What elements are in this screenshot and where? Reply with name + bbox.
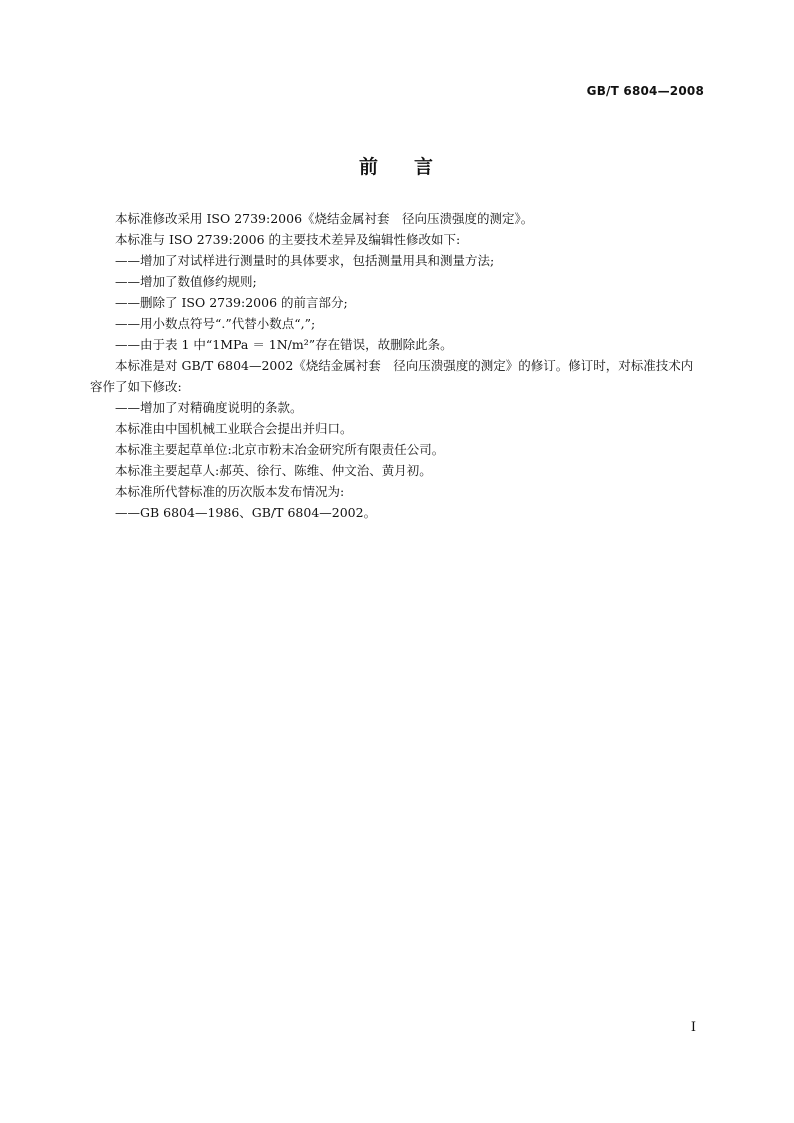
paragraph: 本标准是对 GB/T 6804—2002《烧结金属衬套 径向压溃强度的测定》的修订。修订时，对标准技术内容作了如下修改: <box>90 358 694 394</box>
page-number: I <box>690 1020 696 1035</box>
paragraph: 本标准主要起草人:郝英、徐行、陈维、仲文治、黄月初。 <box>115 463 432 478</box>
paragraph: 本标准与 ISO 2739:2006 的主要技术差异及编辑性修改如下: <box>115 232 461 247</box>
list-item: ——增加了对试样进行测量时的具体要求，包括测量用具和测量方法; <box>115 253 495 268</box>
standard-code: GB/T 6804—2008 <box>586 84 704 98</box>
title-char-2: 言 <box>414 156 436 178</box>
list-item: ——由于表 1 中“1MPa ＝ 1N/m²”存在错误，故删除此条。 <box>115 337 453 352</box>
list-item: ——删除了 ISO 2739:2006 的前言部分; <box>115 295 348 310</box>
paragraph: 本标准修改采用 ISO 2739:2006《烧结金属衬套 径向压溃强度的测定》。 <box>115 211 534 226</box>
page-title <box>0 152 794 179</box>
paragraph: 本标准所代替标准的历次版本发布情况为: <box>115 484 345 499</box>
list-item: ——增加了数值修约规则; <box>115 274 257 289</box>
foreword-body <box>90 208 704 523</box>
list-item: ——增加了对精确度说明的条款。 <box>115 400 303 415</box>
title-char-1: 前 <box>358 156 380 178</box>
list-item: ——用小数点符号“.”代替小数点“,”; <box>115 316 316 331</box>
paragraph: 本标准主要起草单位:北京市粉末冶金研究所有限责任公司。 <box>115 442 445 457</box>
list-item: ——GB 6804—1986、GB/T 6804—2002。 <box>115 505 377 520</box>
paragraph: 本标准由中国机械工业联合会提出并归口。 <box>115 421 353 436</box>
